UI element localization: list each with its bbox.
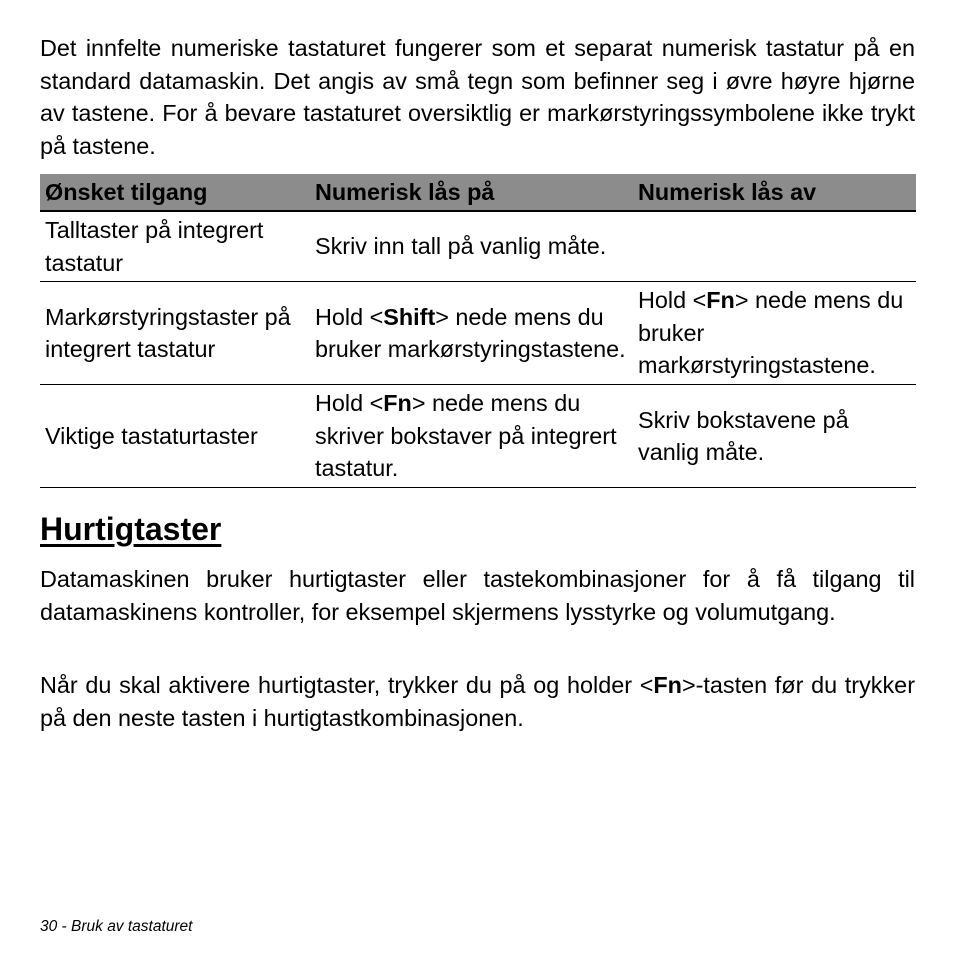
numlock-off-cell: [633, 282, 916, 385]
table-row: [40, 282, 916, 385]
access-cell: Viktige tastaturtaster: [40, 385, 310, 488]
header-numlock-off: Numerisk lås av: [633, 174, 916, 211]
section-heading: Hurtigtaster: [40, 511, 222, 547]
cell-text: Hold <: [315, 303, 384, 330]
page-footer: 30 - Bruk av tastaturet: [40, 918, 193, 935]
para-text: Når du skal aktivere hurtigtaster, trykker du på og holder <: [40, 672, 654, 698]
key-name: Fn: [653, 672, 682, 698]
table-row: [40, 211, 916, 282]
hotkeys-paragraph: Datamaskinen bruker hurtigtaster eller tastekombinasjoner for å få tilgang til datamaskinens kontroller, for eksempel skjermens lysstyrke og volumutgang.: [40, 566, 915, 625]
cell-text: Hold <: [638, 287, 707, 314]
numlock-on-cell: Skriv inn tall på vanlig måte.: [310, 211, 633, 282]
para-text: >-tasten før du trykker på den neste tasten i hurtigtastkombinasjonen.: [40, 672, 915, 731]
header-desired-access: Ønsket tilgang: [40, 174, 310, 211]
access-cell: Markørstyringstaster på integrert tastatur: [40, 282, 310, 385]
cell-text: > nede mens du bruker markørstyringstastene.: [315, 303, 626, 362]
numlock-on-cell: [310, 282, 633, 385]
header-numlock-on: Numerisk lås på: [310, 174, 633, 211]
hotkeys-activation-paragraph: [40, 669, 915, 734]
key-name: Shift: [383, 303, 436, 330]
table-row: [40, 385, 916, 488]
cell-text: > nede mens du bruker markørstyringstastene.: [638, 287, 904, 379]
intro-paragraph: Det innfelte numeriske tastaturet fungerer som et separat numerisk tastatur på en standard datamaskin. Det angis av små tegn som befinner seg i øvre høyre hjørne av tastene. For å bevare tastaturet oversiktlig er markørstyringssymbolene ikke trykt på tastene.: [40, 35, 915, 159]
numeric-keypad-table: [40, 174, 916, 488]
numlock-on-cell: [310, 385, 633, 488]
key-name: Fn: [383, 390, 412, 417]
cell-text: > nede mens du skriver bokstaver på integrert tastatur.: [315, 390, 617, 482]
numlock-off-cell: Skriv bokstavene på vanlig måte.: [633, 385, 916, 488]
numlock-off-cell: [633, 211, 916, 282]
key-name: Fn: [706, 287, 735, 314]
cell-text: Hold <: [315, 390, 384, 417]
access-cell: Talltaster på integrert tastatur: [40, 211, 310, 282]
table-header-row: [40, 174, 916, 211]
